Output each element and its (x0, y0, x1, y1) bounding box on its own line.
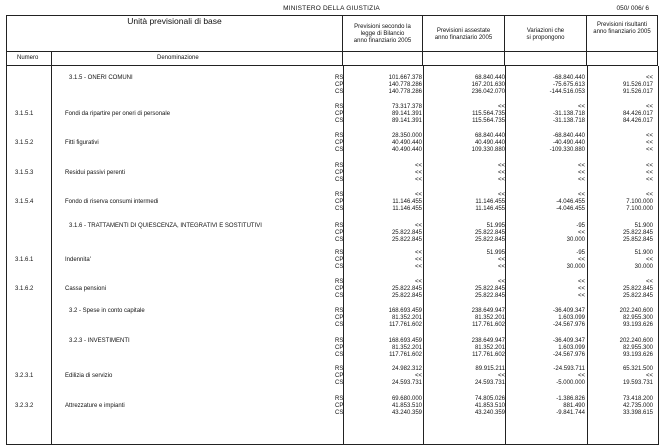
value-column-1 (349, 396, 422, 417)
value-column-1 (349, 338, 422, 359)
row-kinds (335, 223, 349, 244)
value-cell: 117.761.602 (472, 322, 505, 328)
row-denomination: Fondo di riserva consumi intermedi (65, 199, 159, 205)
value-cell: << (577, 163, 585, 169)
value-column-3 (509, 396, 585, 417)
value-cell: 140.778.286 (388, 89, 422, 95)
value-cell: << (645, 104, 653, 110)
value-cell: 881.490 (563, 403, 585, 409)
value-cell: 81.352.201 (391, 345, 422, 351)
value-cell: 30.000 (566, 264, 585, 270)
value-cell: 69.680.000 (391, 396, 422, 402)
value-cell: 43.240.359 (474, 410, 505, 416)
value-column-4 (591, 133, 653, 154)
kind-label: RS (335, 279, 344, 285)
row-kinds (335, 75, 349, 96)
value-column-4 (591, 279, 653, 300)
kind-label: RS (335, 133, 344, 139)
value-cell: 202.240.600 (619, 338, 653, 344)
value-cell: 7.100.000 (626, 199, 653, 205)
row-kinds (335, 104, 349, 125)
kind-label: RS (335, 396, 344, 402)
row-denomination: Cassa pensioni (65, 286, 107, 292)
kind-label: CS (335, 118, 344, 124)
value-cell: 11.146.455 (392, 206, 422, 212)
value-column-4 (591, 250, 653, 271)
value-cell: 1.603.099 (558, 315, 585, 321)
value-column-2 (427, 104, 505, 125)
value-cell: << (577, 192, 585, 198)
value-cell: 24.593.731 (474, 380, 505, 386)
row-denomination: Attrezzature e impianti (65, 403, 125, 409)
row-number: 3.2.3.2 (15, 403, 34, 409)
value-column-4 (591, 75, 653, 96)
kind-label: RS (335, 104, 344, 110)
value-cell: 140.778.286 (388, 82, 422, 88)
kind-label: CS (335, 322, 344, 328)
value-cell: << (645, 75, 653, 81)
kind-label: CS (335, 237, 344, 243)
value-cell: -36.409.347 (552, 338, 585, 344)
row-denomination: 3.2.3 - INVESTIMENTI (69, 338, 130, 344)
value-column-1 (349, 163, 422, 184)
row-number: 3.2.3.1 (15, 373, 34, 379)
value-cell: -24.567.976 (552, 352, 585, 358)
kind-label: CS (335, 206, 344, 212)
row-denomination: Fitti figurativi (65, 140, 99, 146)
value-cell: 7.100.000 (626, 206, 653, 212)
row-denomination: Edilizia di servizio (65, 373, 113, 379)
value-cell: 51.900 (634, 223, 653, 229)
value-cell: << (497, 257, 505, 263)
row-number: 3.1.6.2 (15, 286, 34, 292)
value-cell: 30.000 (634, 264, 653, 270)
value-column-1 (349, 308, 422, 329)
value-cell: 168.693.459 (388, 338, 422, 344)
row-number: 3.1.5.2 (15, 140, 34, 146)
kind-label: CP (335, 199, 344, 205)
value-cell: << (577, 230, 585, 236)
value-cell: 51.995 (486, 250, 505, 256)
row-denomination: 3.1.6 - TRATTAMENTI DI QUIESCENZA, INTEGRATIVI E SOSTITUTIVI (69, 223, 262, 229)
kind-label: CP (335, 111, 344, 117)
col4-header: Previsioni risultanti anno finanziario 2005 (587, 16, 658, 52)
value-cell: 82.955.300 (622, 345, 653, 351)
value-cell: 81.352.201 (474, 345, 505, 351)
value-column-1 (349, 104, 422, 125)
value-column-1 (349, 366, 422, 387)
value-cell: << (577, 104, 585, 110)
value-cell: 82.955.300 (622, 315, 653, 321)
value-cell: -68.840.440 (552, 75, 585, 81)
value-column-2 (427, 338, 505, 359)
value-cell: << (645, 170, 653, 176)
value-cell: << (414, 264, 422, 270)
value-cell: -4.046.455 (556, 206, 585, 212)
value-cell: 25.822.845 (391, 230, 422, 236)
value-column-2 (427, 279, 505, 300)
denominazione-header: Denominazione (157, 55, 199, 61)
value-cell: << (645, 257, 653, 263)
value-column-3 (509, 223, 585, 244)
value-cell: << (577, 286, 585, 292)
value-cell: 25.822.845 (622, 293, 653, 299)
value-column-4 (591, 366, 653, 387)
value-cell: 81.352.201 (391, 315, 422, 321)
value-cell: << (497, 264, 505, 270)
value-cell: -68.840.440 (552, 133, 585, 139)
kind-label: CP (335, 257, 344, 263)
value-cell: -9.841.744 (556, 410, 585, 416)
row-kinds (335, 308, 349, 329)
value-cell: << (577, 373, 585, 379)
value-cell: 11.146.455 (475, 206, 505, 212)
value-column-2 (427, 163, 505, 184)
value-cell: 89.141.391 (391, 118, 422, 124)
value-column-2 (427, 250, 505, 271)
row-denomination: 3.2 - Spese in conto capitale (69, 308, 145, 314)
value-cell: 40.490.440 (391, 147, 422, 153)
kind-label: CS (335, 177, 344, 183)
value-cell: 238.649.947 (471, 338, 505, 344)
value-cell: 65.321.500 (622, 366, 653, 372)
value-cell: 24.593.731 (391, 380, 422, 386)
value-cell: 40.490.440 (474, 140, 505, 146)
value-cell: 91.526.017 (622, 89, 653, 95)
value-cell: 11.146.455 (475, 199, 505, 205)
kind-label: RS (335, 366, 344, 372)
value-cell: 109.330.880 (471, 147, 505, 153)
value-cell: << (414, 170, 422, 176)
value-cell: 101.667.378 (388, 75, 422, 81)
value-cell: 25.822.845 (622, 286, 653, 292)
value-cell: 236.042.070 (471, 89, 505, 95)
kind-label: CS (335, 410, 344, 416)
value-cell: 1.603.099 (558, 345, 585, 351)
value-column-3 (509, 366, 585, 387)
value-cell: << (645, 192, 653, 198)
value-cell: 89.141.391 (391, 111, 422, 117)
value-cell: -40.490.440 (552, 140, 585, 146)
value-cell: << (497, 104, 505, 110)
value-cell: 25.822.845 (474, 293, 505, 299)
value-cell: 24.982.312 (391, 366, 422, 372)
value-column-3 (509, 192, 585, 213)
table-body (6, 66, 659, 445)
value-column-2 (427, 192, 505, 213)
value-cell: -31.138.718 (552, 111, 585, 117)
value-cell: -5.000.000 (556, 380, 585, 386)
value-cell: 74.805.026 (474, 396, 505, 402)
value-cell: 93.193.626 (622, 352, 653, 358)
row-kinds (335, 338, 349, 359)
value-column-1 (349, 75, 422, 96)
value-cell: 81.352.201 (474, 315, 505, 321)
value-cell: 73.418.200 (622, 396, 653, 402)
kind-label: CS (335, 352, 344, 358)
value-cell: << (414, 192, 422, 198)
row-number: 3.1.6.1 (15, 257, 34, 263)
value-cell: 11.146.455 (392, 199, 422, 205)
value-column-3 (509, 75, 585, 96)
value-cell: 73.317.378 (391, 104, 422, 110)
value-column-4 (591, 223, 653, 244)
row-denomination: Indennita' (65, 257, 91, 263)
value-cell: 41.853.510 (391, 403, 422, 409)
value-cell: << (577, 279, 585, 285)
value-cell: 117.761.602 (389, 352, 422, 358)
value-cell: << (645, 279, 653, 285)
row-kinds (335, 133, 349, 154)
value-cell: 25.822.845 (622, 230, 653, 236)
kind-label: RS (335, 308, 344, 314)
value-column-4 (591, 104, 653, 125)
value-cell: 167.201.630 (471, 82, 505, 88)
value-column-3 (509, 163, 585, 184)
value-cell: 25.822.845 (474, 230, 505, 236)
value-cell: << (497, 192, 505, 198)
row-kinds (335, 366, 349, 387)
kind-label: CP (335, 170, 344, 176)
value-column-3 (509, 250, 585, 271)
value-cell: 68.840.440 (474, 75, 505, 81)
value-cell: 25.852.845 (622, 237, 653, 243)
value-cell: << (497, 163, 505, 169)
value-cell: 43.240.359 (391, 410, 422, 416)
value-cell: -95 (576, 223, 585, 229)
value-column-4 (591, 396, 653, 417)
value-column-2 (427, 308, 505, 329)
value-cell: 93.193.626 (622, 322, 653, 328)
kind-label: CP (335, 403, 344, 409)
value-cell: 25.822.845 (474, 286, 505, 292)
value-column-3 (509, 104, 585, 125)
kind-label: CP (335, 230, 344, 236)
value-cell: -31.138.718 (552, 118, 585, 124)
value-cell: -4.046.455 (556, 199, 585, 205)
col2-header: Previsioni assestate anno finanziario 2005 (423, 16, 505, 52)
value-cell: 115.564.735 (472, 111, 505, 117)
value-cell: 30.000 (566, 237, 585, 243)
value-cell: 117.761.602 (472, 352, 505, 358)
value-cell: << (497, 177, 505, 183)
kind-label: CS (335, 293, 344, 299)
value-cell: 25.822.845 (474, 237, 505, 243)
value-cell: << (645, 147, 653, 153)
value-cell: 91.526.017 (622, 82, 653, 88)
value-cell: -24.593.711 (553, 366, 585, 372)
value-cell: 25.822.845 (391, 293, 422, 299)
value-cell: << (645, 177, 653, 183)
kind-label: CS (335, 147, 344, 153)
value-cell: 28.350.000 (391, 133, 422, 139)
kind-label: CP (335, 286, 344, 292)
row-kinds (335, 192, 349, 213)
value-column-4 (591, 338, 653, 359)
col3-header: Variazioni che si propongono (505, 16, 587, 52)
value-cell: 25.822.845 (391, 286, 422, 292)
value-cell: 168.693.459 (388, 308, 422, 314)
value-cell: << (577, 177, 585, 183)
value-column-4 (591, 163, 653, 184)
table-header (6, 15, 658, 66)
value-cell: -144.516.053 (549, 89, 585, 95)
value-cell: 84.426.017 (622, 111, 653, 117)
page-header-title: MINISTERO DELLA GIUSTIZIA (283, 5, 380, 12)
kind-label: CP (335, 315, 344, 321)
value-column-1 (349, 250, 422, 271)
value-cell: 115.564.735 (472, 118, 505, 124)
value-cell: -1.386.826 (556, 396, 585, 402)
value-column-2 (427, 223, 505, 244)
row-kinds (335, 396, 349, 417)
row-number: 3.1.5.4 (15, 199, 34, 205)
row-kinds (335, 250, 349, 271)
value-cell: -75.675.613 (552, 82, 585, 88)
value-cell: 68.840.440 (474, 133, 505, 139)
value-cell: -109.330.880 (549, 147, 585, 153)
value-column-4 (591, 308, 653, 329)
value-cell: 51.995 (486, 223, 505, 229)
row-denomination: 3.1.5 - ONERI COMUNI (69, 75, 133, 81)
value-cell: << (414, 163, 422, 169)
value-cell: 117.761.602 (389, 322, 422, 328)
value-column-2 (427, 366, 505, 387)
value-cell: 238.649.947 (471, 308, 505, 314)
kind-label: CP (335, 345, 344, 351)
kind-label: CP (335, 373, 344, 379)
kind-label: CS (335, 380, 344, 386)
numero-header: Numero (17, 55, 39, 61)
kind-label: RS (335, 250, 344, 256)
value-cell: << (577, 170, 585, 176)
value-cell: 19.593.731 (622, 380, 653, 386)
value-cell: 40.490.440 (391, 140, 422, 146)
value-cell: -36.409.347 (552, 308, 585, 314)
kind-label: RS (335, 163, 344, 169)
value-column-4 (591, 192, 653, 213)
row-denomination: Fondi da ripartire per oneri di personale (65, 111, 171, 117)
row-kinds (335, 163, 349, 184)
value-cell: 25.822.845 (391, 237, 422, 243)
row-number: 3.1.5.3 (15, 170, 34, 176)
kind-label: RS (335, 338, 344, 344)
value-column-2 (427, 133, 505, 154)
kind-label: RS (335, 192, 344, 198)
value-cell: 51.900 (634, 250, 653, 256)
value-cell: << (645, 140, 653, 146)
value-cell: << (577, 257, 585, 263)
value-column-2 (427, 75, 505, 96)
value-cell: -95 (576, 250, 585, 256)
row-number: 3.1.5.1 (15, 111, 34, 117)
value-cell: << (414, 177, 422, 183)
value-cell: << (577, 293, 585, 299)
kind-label: CP (335, 82, 344, 88)
value-cell: << (414, 257, 422, 263)
value-cell: << (497, 373, 505, 379)
value-column-3 (509, 133, 585, 154)
row-kinds (335, 279, 349, 300)
row-denomination: Residui passivi perenti (65, 170, 126, 176)
value-column-1 (349, 279, 422, 300)
value-cell: 84.426.017 (622, 118, 653, 124)
value-cell: << (414, 279, 422, 285)
value-cell: 202.240.600 (619, 308, 653, 314)
value-column-3 (509, 338, 585, 359)
value-cell: << (645, 163, 653, 169)
value-cell: 89.915.211 (475, 366, 505, 372)
col1-header: Previsioni secondo la legge di Bilancio anno finanziario 2005 (343, 16, 423, 52)
kind-label: CP (335, 140, 344, 146)
kind-label: RS (335, 223, 344, 229)
value-column-3 (509, 308, 585, 329)
kind-label: CS (335, 264, 344, 270)
value-cell: 42.735.000 (622, 403, 653, 409)
value-cell: << (645, 133, 653, 139)
value-cell: 33.398.615 (622, 410, 653, 416)
value-cell: << (497, 279, 505, 285)
value-cell: -24.567.976 (552, 322, 585, 328)
value-cell: << (414, 373, 422, 379)
value-cell: << (497, 170, 505, 176)
unit-title: Unità previsionali di base (7, 16, 343, 52)
value-cell: << (645, 373, 653, 379)
value-column-2 (427, 396, 505, 417)
value-column-1 (349, 133, 422, 154)
value-column-1 (349, 192, 422, 213)
value-cell: << (414, 223, 422, 229)
value-cell: 41.853.510 (474, 403, 505, 409)
kind-label: RS (335, 75, 344, 81)
page-reference: 050/ 006/ 6 (616, 5, 649, 12)
kind-label: CS (335, 89, 344, 95)
value-column-3 (509, 279, 585, 300)
value-cell: << (414, 250, 422, 256)
value-column-1 (349, 223, 422, 244)
